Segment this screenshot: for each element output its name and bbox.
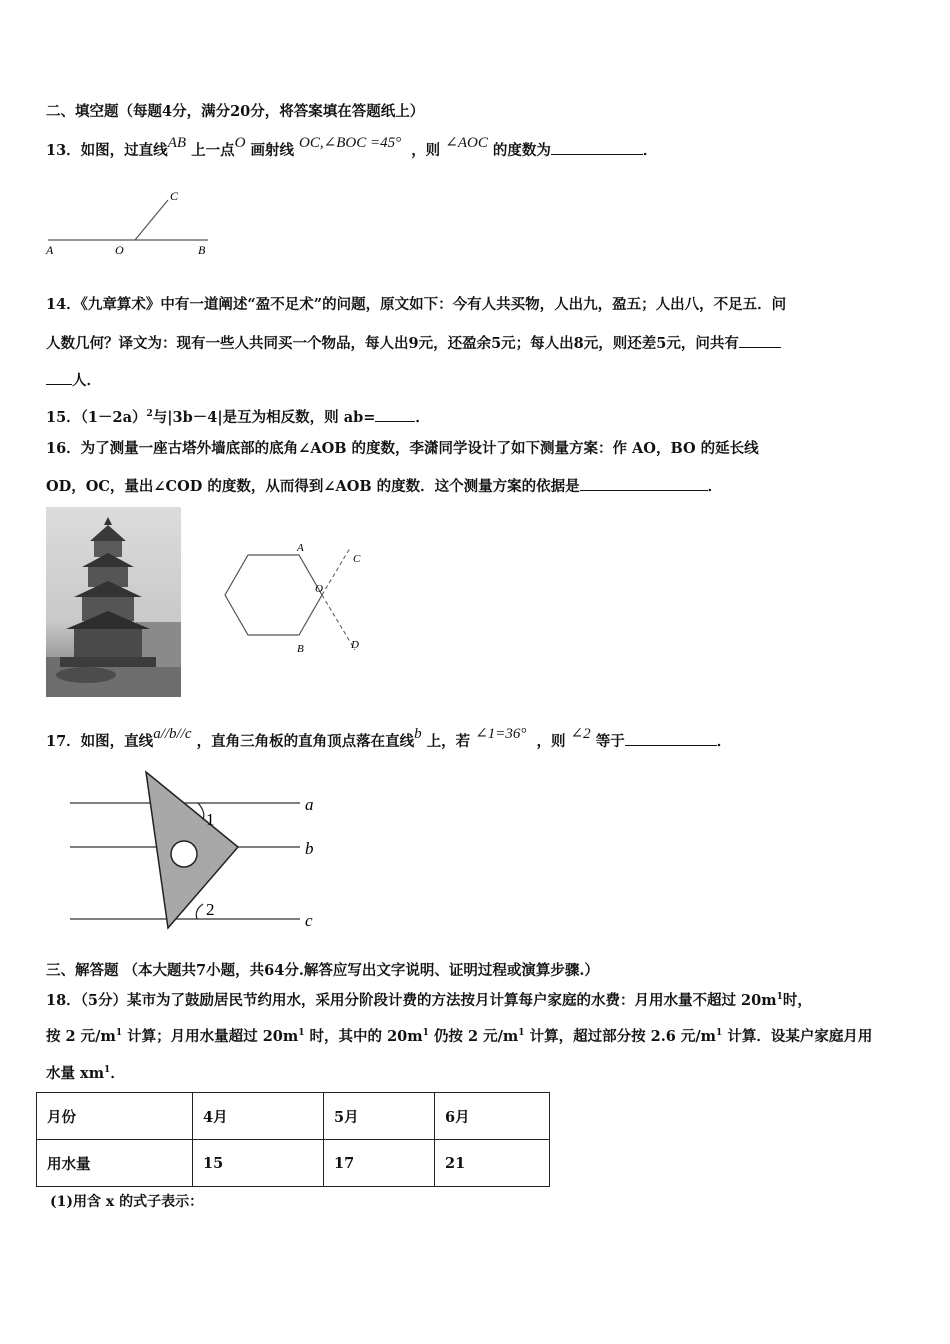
question-16-line-2	[46, 476, 722, 497]
q16-figure	[215, 540, 375, 665]
q15-exponent: 2	[146, 409, 153, 419]
q13-math-ab: AB	[167, 135, 187, 151]
label-a: A	[297, 542, 304, 554]
q18-text: 时，	[782, 991, 812, 1009]
question-18-line-2	[46, 1023, 872, 1047]
question-18-line-1	[46, 987, 812, 1011]
q13-text: ，则	[411, 142, 441, 159]
extension-oc	[322, 548, 350, 595]
q18-text: 时，其中的 20m	[304, 1027, 423, 1045]
label-o: O	[315, 583, 323, 595]
table-cell: 5月	[324, 1093, 435, 1140]
q13-text: 上一点	[191, 142, 235, 159]
water-usage-table	[36, 1092, 550, 1187]
angle-2-arc	[196, 904, 203, 919]
question-18-part-1: (1)用含 x 的式子表示：	[50, 1194, 204, 1210]
superscript: 1	[104, 1065, 111, 1075]
answer-blank	[375, 407, 415, 422]
label-b: B	[198, 243, 206, 257]
q17-text: ，直角三角板的直角顶点落在直线	[196, 733, 415, 750]
table-cell: 4月	[193, 1093, 324, 1140]
label-o: O	[115, 243, 124, 257]
table-cell: 月份	[37, 1093, 193, 1140]
q18-text: 水量 xm	[46, 1064, 105, 1082]
q15-text: 与|3b－4|是互为相反数，则 ab=	[152, 408, 376, 426]
superscript: 1	[716, 1028, 723, 1038]
label-a: A	[46, 243, 54, 257]
label-c: C	[353, 553, 361, 565]
label-b: B	[297, 643, 304, 655]
line-a-label: a	[305, 795, 314, 814]
question-14-line-1: 14．《九章算术》中有一道阐述“盈不足术”的问题，原文如下：今有人共买物，人出九，盈五；人出八，不足五．问	[46, 296, 787, 313]
superscript: 1	[518, 1028, 525, 1038]
line-b-label: b	[305, 839, 314, 858]
superscript: 1	[298, 1028, 305, 1038]
q17-text: 上，若	[426, 733, 471, 750]
q14-text: 人数几何？译文为：现有一些人共同买一个物品，每人出9元，还盈余5元；每人出8元，则还差5元，问共有	[46, 335, 739, 352]
hexagon	[225, 555, 322, 635]
answer-blank	[46, 370, 72, 385]
q13-math-o: O	[234, 135, 246, 151]
question-15	[46, 404, 430, 428]
label-d: D	[351, 639, 359, 651]
q13-number: 13．如图，过直线	[46, 142, 168, 159]
q18-text: 计算．设某户家庭月用	[722, 1027, 873, 1045]
q17-math-abc: a//b//c	[153, 726, 192, 742]
angle-1-label: 1	[206, 810, 215, 829]
section-3-heading: 三、解答题 （本大题共7小题，共64分.解答应写出文字说明、证明过程或演算步骤.）	[46, 962, 599, 979]
q17-text: 等于	[595, 733, 625, 750]
question-18-line-3	[46, 1060, 125, 1084]
label-c: C	[170, 189, 179, 203]
q18-text: 计算，超过部分按 2.6 元/m	[524, 1027, 717, 1045]
set-square-hole	[171, 841, 197, 867]
table-cell: 15	[193, 1140, 324, 1187]
question-14-line-2	[46, 333, 781, 354]
q17-end: ．	[716, 733, 732, 750]
q17-figure	[60, 770, 340, 935]
ray-oc	[135, 200, 168, 240]
answer-blank	[580, 476, 708, 491]
section-2-heading: 二、填空题（每题4分，满分20分，将答案填在答题纸上）	[46, 103, 425, 120]
table-cell: 21	[435, 1140, 550, 1187]
q18-text: ．	[110, 1064, 125, 1082]
line-c-label: c	[305, 911, 313, 930]
q13-end: ．	[642, 142, 658, 159]
q16-end: ．	[707, 478, 723, 495]
table-row	[37, 1140, 550, 1187]
q18-text: 仍按 2 元/m	[428, 1027, 519, 1045]
pagoda-photo	[46, 507, 181, 697]
table-cell: 6月	[435, 1093, 550, 1140]
q18-text: 计算；月用水量超过 20m	[122, 1027, 299, 1045]
pagoda-icon	[46, 507, 181, 697]
superscript: 1	[776, 992, 783, 1002]
q17-math-angle1: ∠1=36°	[475, 726, 527, 742]
q13-math-boc: OC,∠BOC =45°	[299, 135, 402, 151]
table-header-row	[37, 1093, 550, 1140]
q14-text: 人．	[72, 372, 101, 389]
question-13	[46, 135, 658, 161]
q18-text: 按 2 元/m	[46, 1027, 116, 1045]
q18-text: 18．（5分）某市为了鼓励居民节约用水，采用分阶段计费的方法按月计算每户家庭的水费：月用水量不超过 20m	[46, 991, 777, 1009]
superscript: 1	[422, 1028, 429, 1038]
table-cell: 用水量	[37, 1140, 193, 1187]
q13-text: 画射线	[250, 142, 294, 159]
superscript: 1	[115, 1028, 123, 1038]
q15-text: 15．（1－2a）	[46, 408, 147, 426]
q13-math-aoc: ∠AOC	[445, 135, 488, 151]
q15-end: ．	[415, 408, 430, 426]
question-16-line-1: 16．为了测量一座古塔外墙底部的底角∠AOB 的度数，李潇同学设计了如下测量方案：作 AO，BO 的延长线	[46, 440, 759, 457]
q17-math-b: b	[414, 726, 422, 742]
answer-blank	[739, 333, 781, 348]
q17-text: ，则	[536, 733, 566, 750]
answer-blank	[625, 731, 717, 746]
q16-text: OD，OC，量出∠COD 的度数，从而得到∠AOB 的度数．这个测量方案的依据是	[46, 478, 580, 495]
q13-text: 的度数为	[492, 142, 551, 159]
q17-number: 17．如图，直线	[46, 733, 154, 750]
angle-2-label: 2	[206, 900, 215, 919]
q13-figure	[40, 182, 230, 262]
table-cell: 17	[324, 1140, 435, 1187]
answer-blank	[551, 140, 643, 155]
q17-math-angle2: ∠2	[570, 726, 591, 742]
question-14-line-3	[46, 370, 101, 391]
question-17	[46, 726, 732, 752]
